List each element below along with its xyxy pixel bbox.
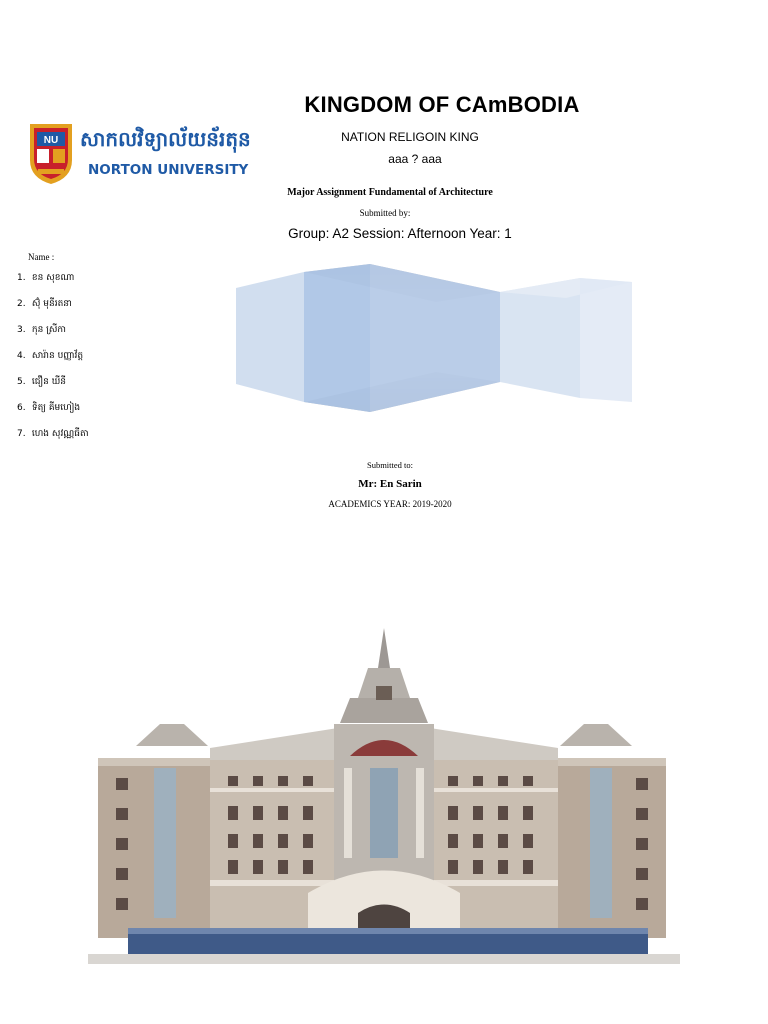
document-title: KINGDOM OF CAmBODIA — [304, 92, 580, 117]
list-item: 3. កុន ស្រីកា — [17, 325, 66, 335]
group-session-line: Group: A2 Session: Afternoon Year: 1 — [288, 226, 512, 241]
motto-separator: aaa ? aaa — [388, 152, 442, 166]
list-item: 6. ទិត្យ គីមហៀង — [17, 403, 81, 413]
list-item: 4. សារ៉ាន បញ្ញាវ័ត្ត — [17, 351, 84, 361]
khmer-university-name: សាកលវិទ្យាល័យន័រតុន — [80, 127, 251, 151]
national-motto: NATION RELIGOIN KING — [341, 130, 479, 144]
decorative-ribbon-graphic — [236, 262, 632, 412]
list-item: 5. ជឿន ឃីនី — [17, 377, 66, 387]
badge-letters: NU — [43, 135, 59, 146]
member-list — [17, 268, 89, 450]
university-crest-icon — [30, 124, 72, 184]
list-item: 1. ខន សុខណា — [17, 273, 75, 283]
submitted-to-label: Submitted to: — [366, 460, 414, 470]
campus-building-photo — [88, 628, 680, 964]
english-university-name: NORTON UNIVERSITY — [88, 162, 249, 178]
assignment-title: Major Assignment Fundamental of Architecture — [287, 187, 493, 198]
academic-year: ACADEMICS YEAR: 2019-2020 — [328, 499, 452, 509]
list-item: 7. ហេង សុវណ្ណធីតា — [17, 429, 89, 439]
norton-university-logo — [28, 120, 258, 186]
members-label: Name : — [28, 252, 55, 262]
list-item: 2. ស៊ុំ មុនីរតនា — [17, 299, 72, 309]
teacher-name: Mr: En Sarin — [358, 478, 422, 490]
submitted-by-label: Submitted by: — [359, 208, 411, 218]
